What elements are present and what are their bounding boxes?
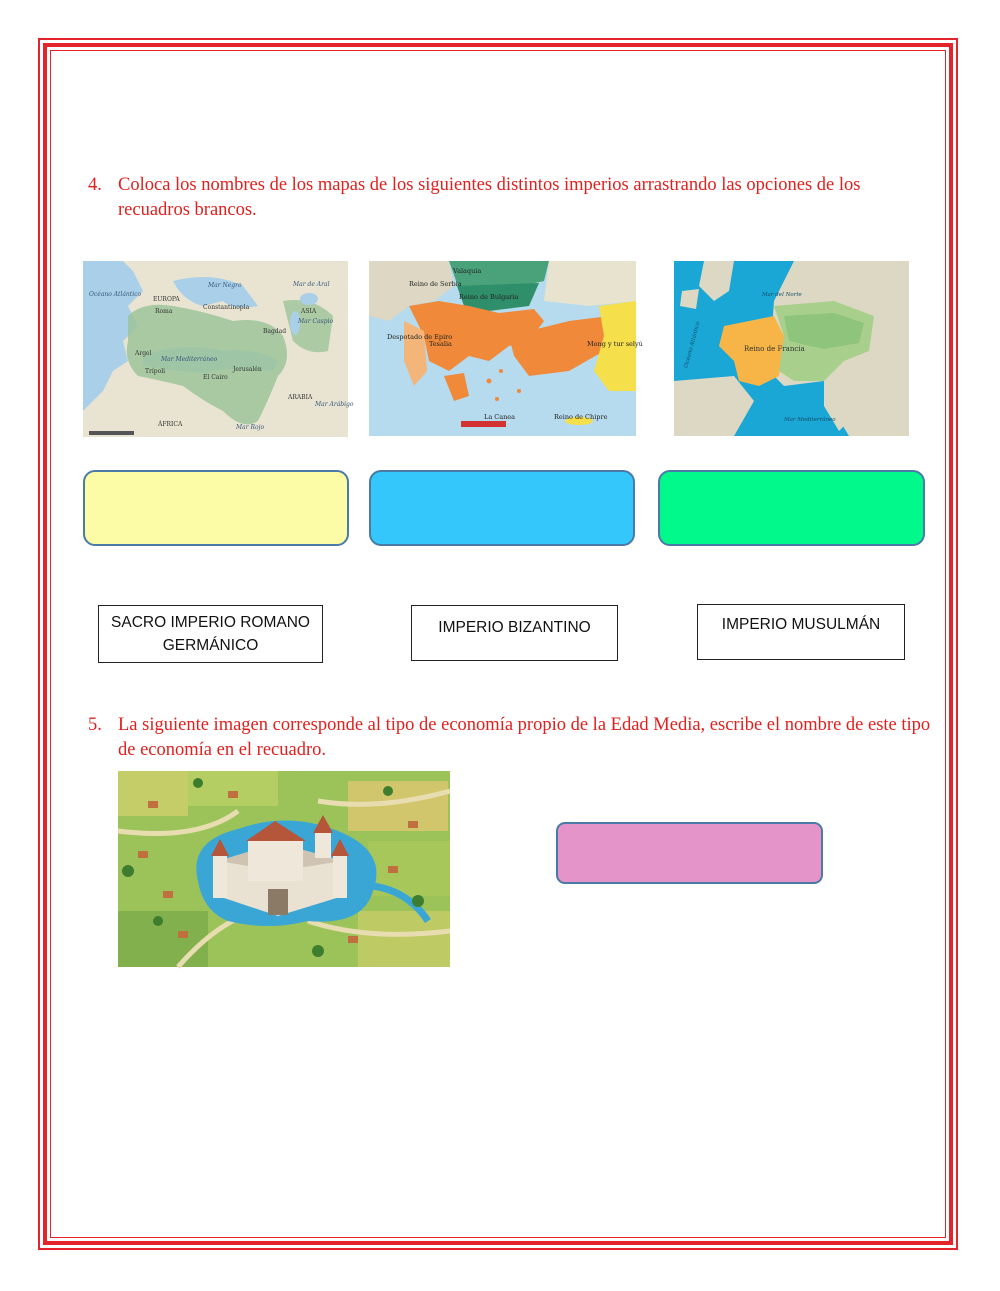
map3-label-north-sea: Mar del Norte bbox=[762, 292, 802, 298]
map1-label-cairo: El Cairo bbox=[203, 374, 228, 381]
map-muslim-empire bbox=[83, 261, 354, 437]
feudal-castle-image bbox=[118, 771, 450, 967]
map2-label-wallachia: Valaquia bbox=[453, 267, 482, 275]
map1-label-africa: ÁFRICA bbox=[158, 421, 183, 428]
map1-label-caspian: Mar Caspio bbox=[298, 318, 334, 325]
option-sacro-imperio[interactable] bbox=[98, 605, 323, 663]
drop-zone-yellow[interactable] bbox=[83, 470, 349, 546]
drop-zone-blue[interactable] bbox=[369, 470, 635, 546]
option-3-label: IMPERIO MUSULMÁN bbox=[721, 615, 881, 633]
map3-label-france: Reino de Francia bbox=[744, 345, 805, 353]
map-carolingian-empire-graphic bbox=[674, 261, 909, 436]
option-1-line-1: SACRO IMPERIO ROMANO bbox=[111, 614, 310, 631]
map2-label-epirus: Despotado de Epiro bbox=[387, 333, 453, 341]
map-byzantine-empire bbox=[369, 261, 643, 436]
map1-label-baghdad: Bagdad bbox=[263, 328, 287, 335]
feudal-castle-graphic bbox=[118, 771, 450, 967]
map1-label-rome: Roma bbox=[155, 308, 173, 315]
map3-label-mediterranean: Mar Mediterráneo bbox=[784, 417, 836, 423]
map1-label-mediterranean: Mar Mediterráneo bbox=[161, 356, 218, 363]
map2-label-cyprus: Reino de Chipre bbox=[554, 413, 608, 421]
option-2-label: IMPERIO BIZANTINO bbox=[438, 618, 591, 636]
question-4-number: 4. bbox=[88, 175, 102, 195]
answer-box-economy[interactable] bbox=[556, 822, 823, 884]
option-imperio-musulman[interactable] bbox=[697, 604, 905, 660]
map1-label-atlantic: Océano Atlántico bbox=[89, 291, 142, 298]
map1-label-aral: Mar de Aral bbox=[293, 281, 330, 288]
map1-label-black-sea: Mar Negro bbox=[208, 282, 242, 289]
drop-zone-green[interactable] bbox=[658, 470, 925, 546]
map2-label-canea: La Canea bbox=[484, 413, 516, 421]
map1-label-constantinople: Constantinopla bbox=[203, 304, 250, 311]
map1-label-arabia: ARABIA bbox=[288, 394, 313, 401]
map2-label-thessaly: Tesalia bbox=[429, 340, 452, 348]
question-5-number: 5. bbox=[88, 715, 102, 735]
map1-label-jerusalem: Jerusalén bbox=[233, 366, 262, 373]
map1-label-algiers: Argel bbox=[135, 350, 152, 357]
map2-label-seljuks: Mong y tur selyú bbox=[587, 340, 643, 348]
question-4 bbox=[88, 173, 933, 223]
question-4-text: Coloca los nombres de los mapas de los siguientes distintos imperios arrastrando las opciones de los recuadros brancos. bbox=[118, 175, 861, 220]
map1-label-arabian-sea: Mar Arábigo bbox=[315, 401, 354, 408]
map-carolingian-empire bbox=[674, 261, 909, 436]
map-byzantine-empire-graphic bbox=[369, 261, 643, 436]
map1-label-tripoli: Trípoli bbox=[145, 368, 166, 375]
map-muslim-empire-graphic bbox=[83, 261, 354, 437]
option-1-line-2: GERMÁNICO bbox=[162, 637, 259, 654]
map1-label-red-sea: Mar Rojo bbox=[236, 424, 265, 431]
question-5 bbox=[88, 713, 933, 763]
map3-label-atlantic: Océano Atlántico bbox=[683, 320, 702, 369]
map2-label-serbia: Reino de Serbia bbox=[409, 280, 462, 288]
map1-label-asia: ASIA bbox=[301, 308, 317, 315]
question-5-text: La siguiente imagen corresponde al tipo de economía propio de la Edad Media, escribe el nombre de este tipo de economía en el recuadro. bbox=[118, 715, 931, 760]
map2-label-bulgaria: Reino de Bulgaria bbox=[459, 293, 519, 301]
option-imperio-bizantino[interactable] bbox=[411, 605, 618, 661]
map1-label-europe: EUROPA bbox=[153, 296, 180, 303]
